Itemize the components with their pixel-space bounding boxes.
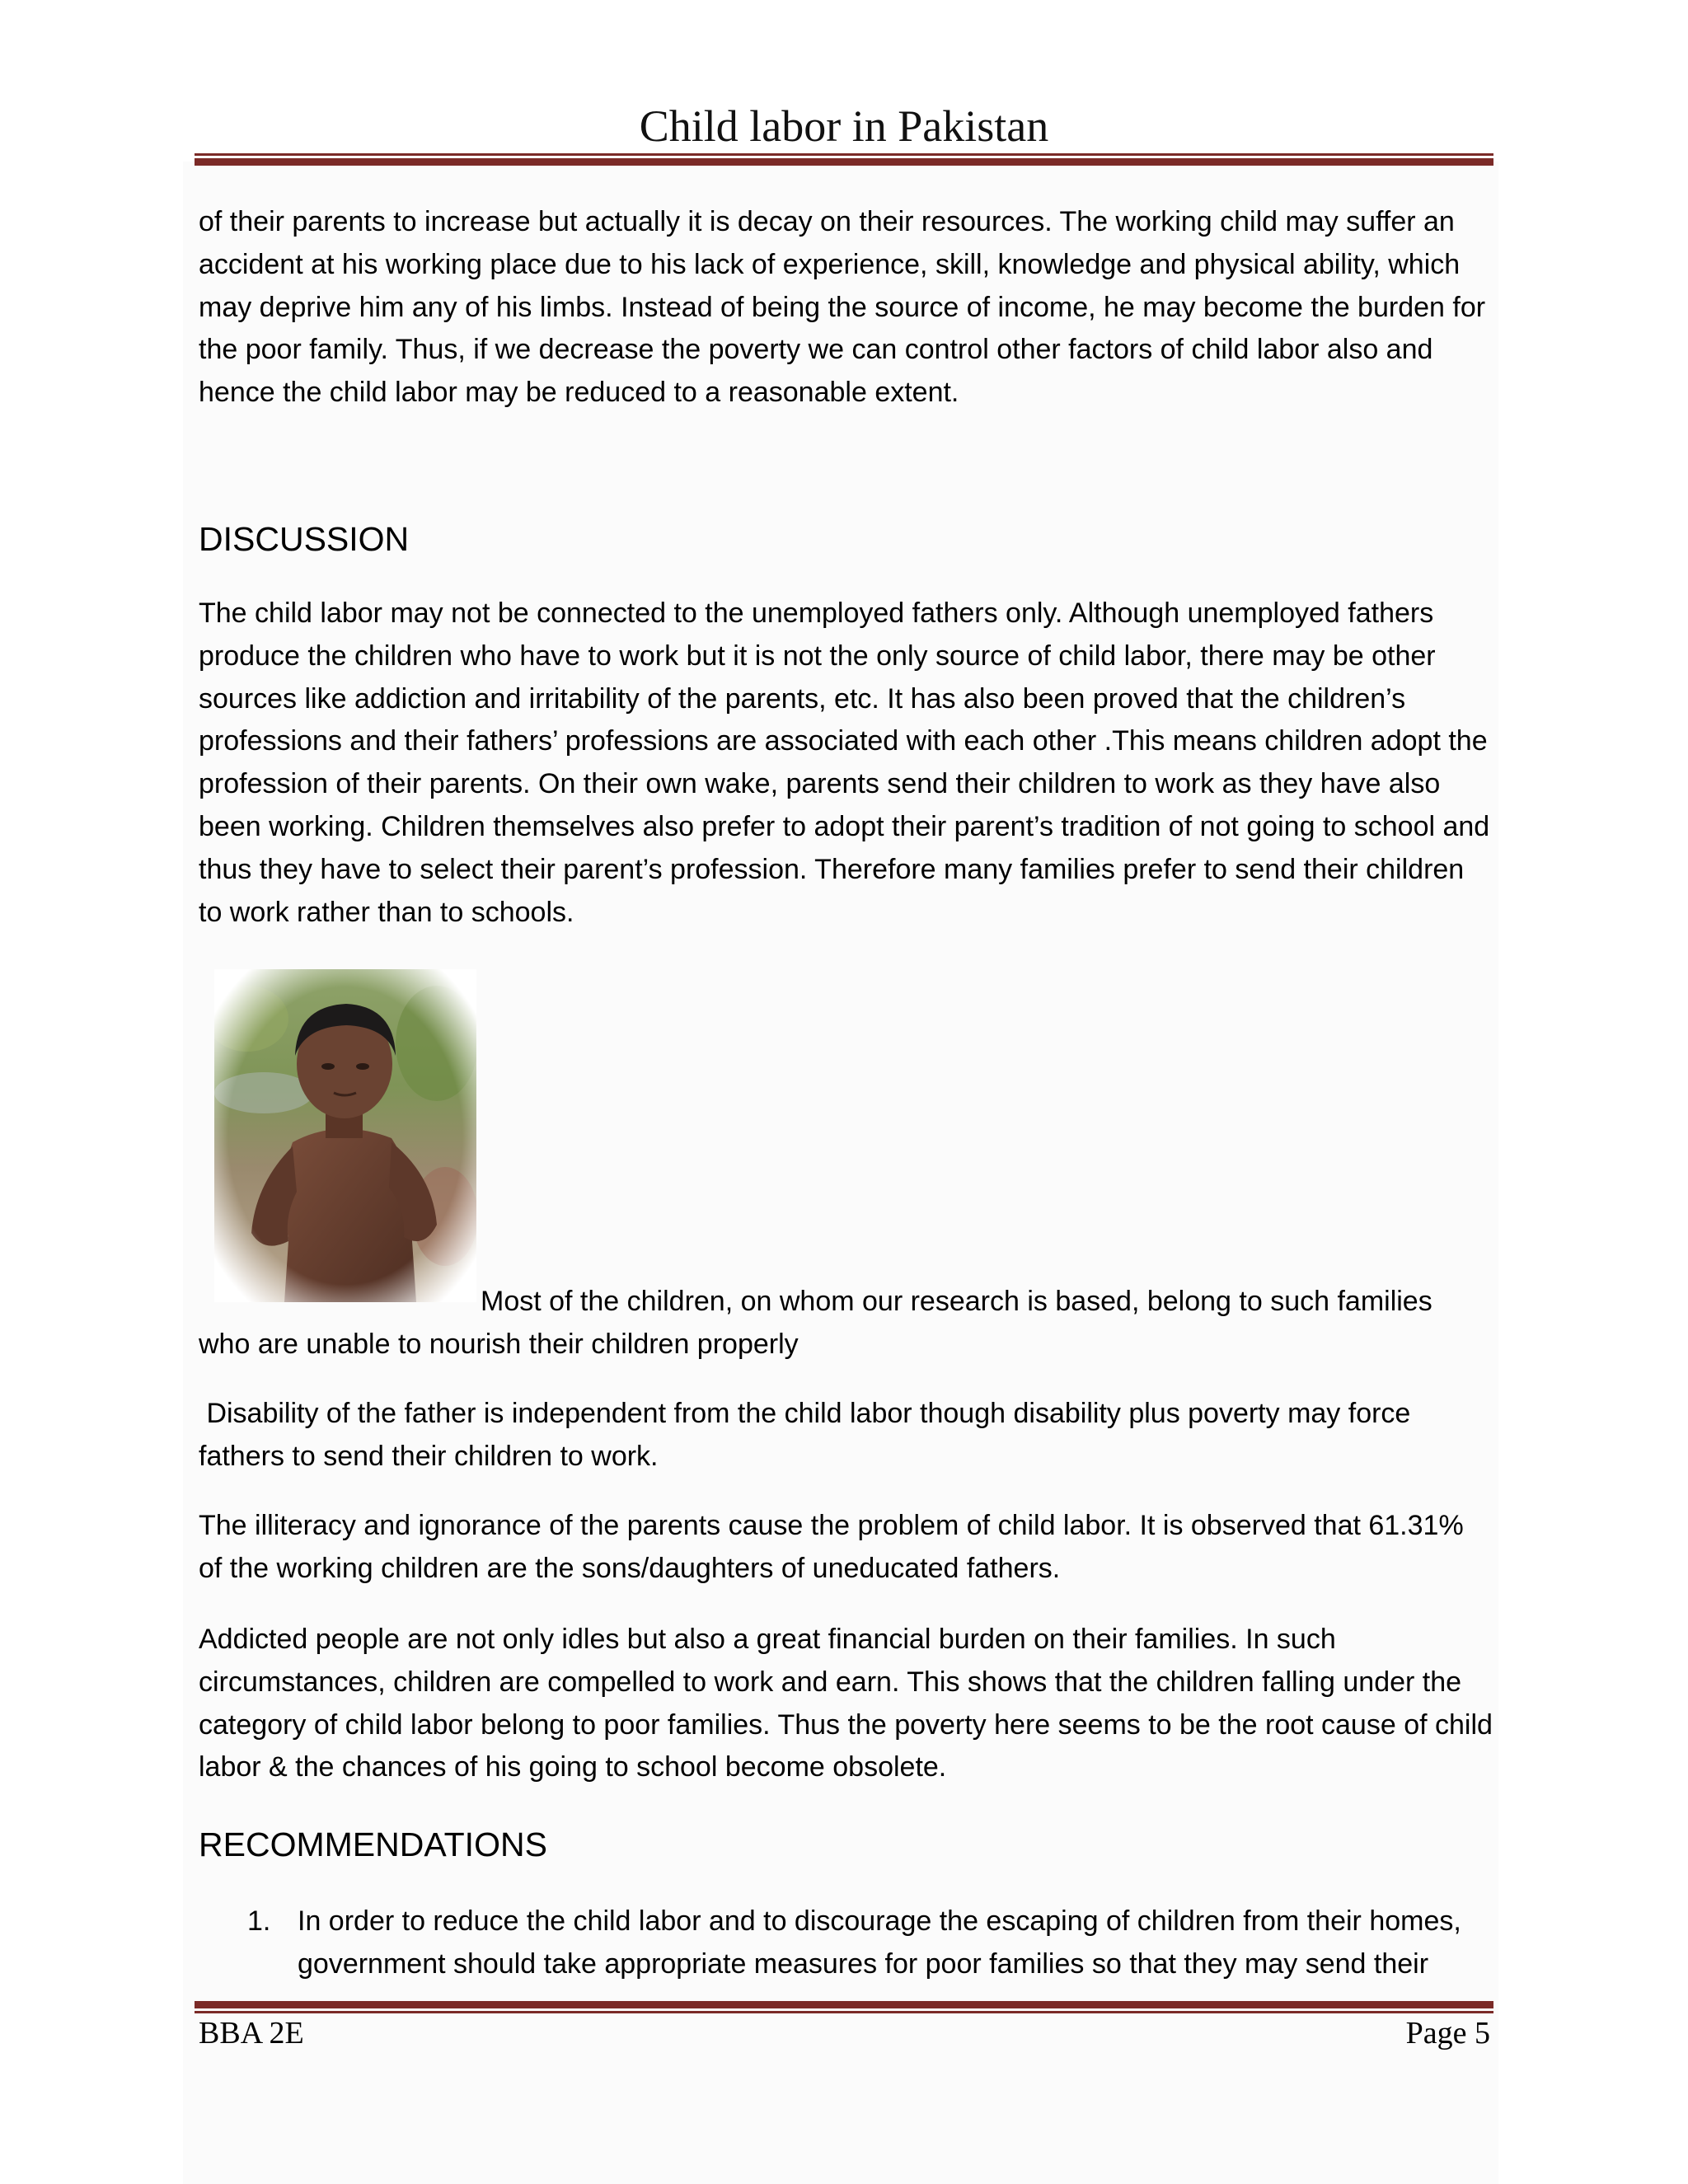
header-rule-thick [195, 158, 1493, 166]
page-header-title: Child labor in Pakistan [639, 101, 1049, 151]
footer-course-label: BBA 2E [199, 2016, 304, 2050]
child-photo [214, 969, 476, 1302]
list-item-number: 1. [247, 1905, 271, 1937]
list-item-text: In order to reduce the child labor and to discourage the escaping of children from their homes, government should take appropriate measures for poor families so that they may send their [298, 1905, 1461, 1980]
paragraph-research-inline: Most of the children, on whom our research is based, belong to such families [481, 1286, 1432, 1317]
heading-discussion: DISCUSSION [199, 520, 410, 558]
paragraph-illiteracy: The illiteracy and ignorance of the parents cause the problem of child labor. It is observed that 61.31% of the working children are the sons/daughters of uneducated fathers. [199, 1510, 1464, 1584]
paragraph-disability: Disability of the father is independent from the child labor though disability plus poverty may force fathers to send their children to work. [199, 1398, 1418, 1472]
footer-rule-thick [195, 2001, 1493, 2008]
paragraph-discussion: The child labor may not be connected to the unemployed fathers only. Although unemployed fathers produce the children who have to work but it is not the only source of child labor, there may be other sources like addiction and irritability of the parents, etc. It has also been proved that the children’s professions and their fathers’ professions are associated with each other .This means children adopt the profession of their parents. On their own wake, parents send their children to work as they have also been working. Children themselves also prefer to adopt their parent’s tradition of not going to school and thus they have to select their parent’s profession. Therefore many families prefer to send their children to work rather than to schools. [199, 598, 1490, 928]
header-rule-thin [195, 153, 1493, 156]
footer-page-number: Page 5 [1405, 2016, 1490, 2050]
footer-rule-thin [195, 2011, 1493, 2013]
paragraph-research-continued: who are unable to nourish their children properly [199, 1329, 799, 1360]
paragraph-addiction: Addicted people are not only idles but also a great financial burden on their families. In such circumstances, children are compelled to work and earn. This shows that the children falling under the category of child labor belong to poor families. Thus the poverty here seems to be the root cause of child labor & the chances of his going to school become obsolete. [199, 1624, 1493, 1783]
paragraph-intro: of their parents to increase but actually it is decay on their resources. The working child may suffer an accident at his working place due to his lack of experience, skill, knowledge and physical ability, which may deprive him any of his limbs. Instead of being the source of income, he may become the burden for the poor family. Thus, if we decrease the poverty we can control other factors of child labor also and hence the child labor may be reduced to a reasonable extent. [199, 206, 1486, 409]
heading-recommendations: RECOMMENDATIONS [199, 1825, 547, 1863]
